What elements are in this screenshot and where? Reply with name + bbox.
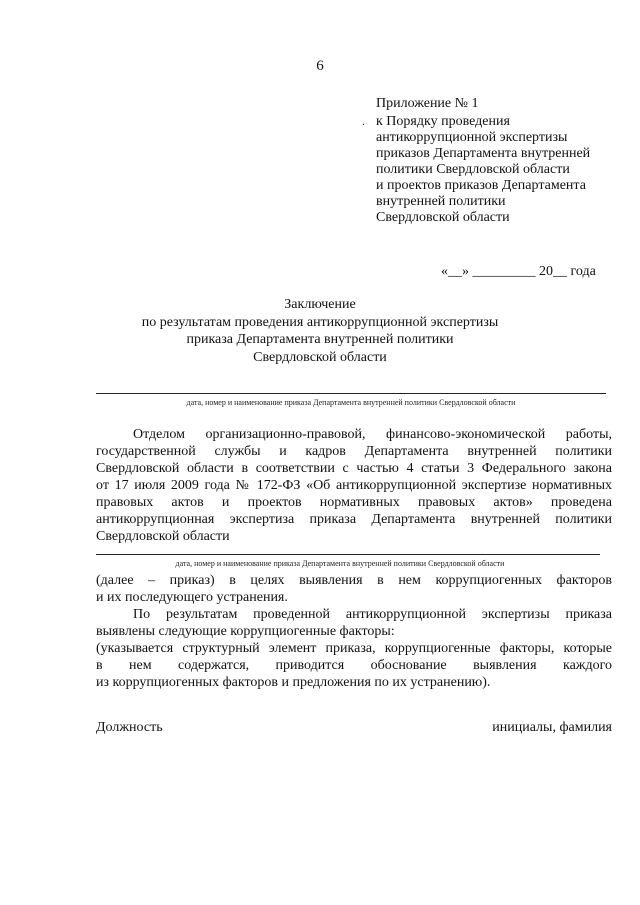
signature-position: Должность — [96, 720, 163, 735]
appendix-line: приказов Департамента внутренней — [376, 146, 591, 161]
paragraph-4 — [96, 641, 612, 692]
paragraph-line: из коррупциогенных факторов и предложения по их устранению). — [96, 675, 491, 690]
paragraph-line: антикоррупционная экспертиза приказа Департамента внутренней политики — [96, 512, 612, 527]
appendix-line: политики Свердловской области — [376, 162, 570, 177]
title-line: Свердловской области — [253, 349, 387, 365]
paragraph-line: в нем содержатся, приводится обоснование выявления каждого — [96, 658, 612, 673]
appendix-line: Приложение № 1 — [376, 96, 479, 111]
paragraph-line: (указывается структурный элемент приказа, коррупциогенные факторы, которые — [96, 641, 612, 656]
paragraph-2 — [96, 573, 612, 607]
date-line: «__» _________ 20__ года — [441, 264, 596, 279]
paragraph-line: и их последующего устранения. — [96, 590, 288, 605]
paragraph-line: Свердловской области — [96, 529, 230, 544]
caption-1: дата, номер и наименование приказа Департамента внутренней политики Свердловской области — [186, 398, 516, 407]
paragraph-line: государственной службы и кадров Департамента внутренней политики — [96, 444, 612, 459]
title-line: Заключение — [284, 297, 356, 312]
blank-line-1 — [96, 393, 606, 394]
appendix-line: к Порядку проведения — [376, 114, 510, 129]
page-number: 6 — [316, 58, 324, 74]
blank-line-2 — [96, 554, 600, 555]
appendix-line: антикоррупционной экспертизы — [376, 130, 568, 145]
paragraph-line: правовых актов и проектов нормативных правовых актов» проведена — [96, 495, 612, 510]
title-line: приказа Департамента внутренней политики — [186, 332, 454, 347]
paragraph-1 — [96, 427, 612, 546]
paragraph-line: Свердловской области в соответствии с частью 4 статьи 3 Федерального закона — [96, 461, 612, 476]
appendix-line: Свердловской области — [376, 210, 510, 225]
signature-name: инициалы, фамилия — [492, 720, 612, 735]
paragraph-line: выявлены следующие коррупциогенные факторы: — [96, 624, 395, 639]
paragraph-line: По результатам проведенной антикоррупционной экспертизы приказа — [133, 607, 612, 622]
caption-2: дата, номер и наименование приказа Департамента внутренней политики Свердловской области — [175, 559, 505, 568]
appendix-header — [376, 96, 590, 226]
paragraph-line: от 17 июля 2009 года № 172-ФЗ «Об антикоррупционной экспертизе нормативных — [96, 478, 612, 493]
title-line: по результатам проведения антикоррупционной экспертизы — [141, 314, 499, 330]
appendix-line: и проектов приказов Департамента — [376, 178, 586, 193]
paragraph-3 — [96, 607, 612, 641]
appendix-line: внутренней политики — [376, 194, 506, 209]
stray-mark: . — [362, 114, 365, 128]
paragraph-line: (далее – приказ) в целях выявления в нем коррупциогенных факторов — [96, 573, 612, 588]
document-title — [0, 296, 640, 366]
paragraph-line: Отделом организационно-правовой, финансово-экономической работы, — [133, 427, 612, 442]
